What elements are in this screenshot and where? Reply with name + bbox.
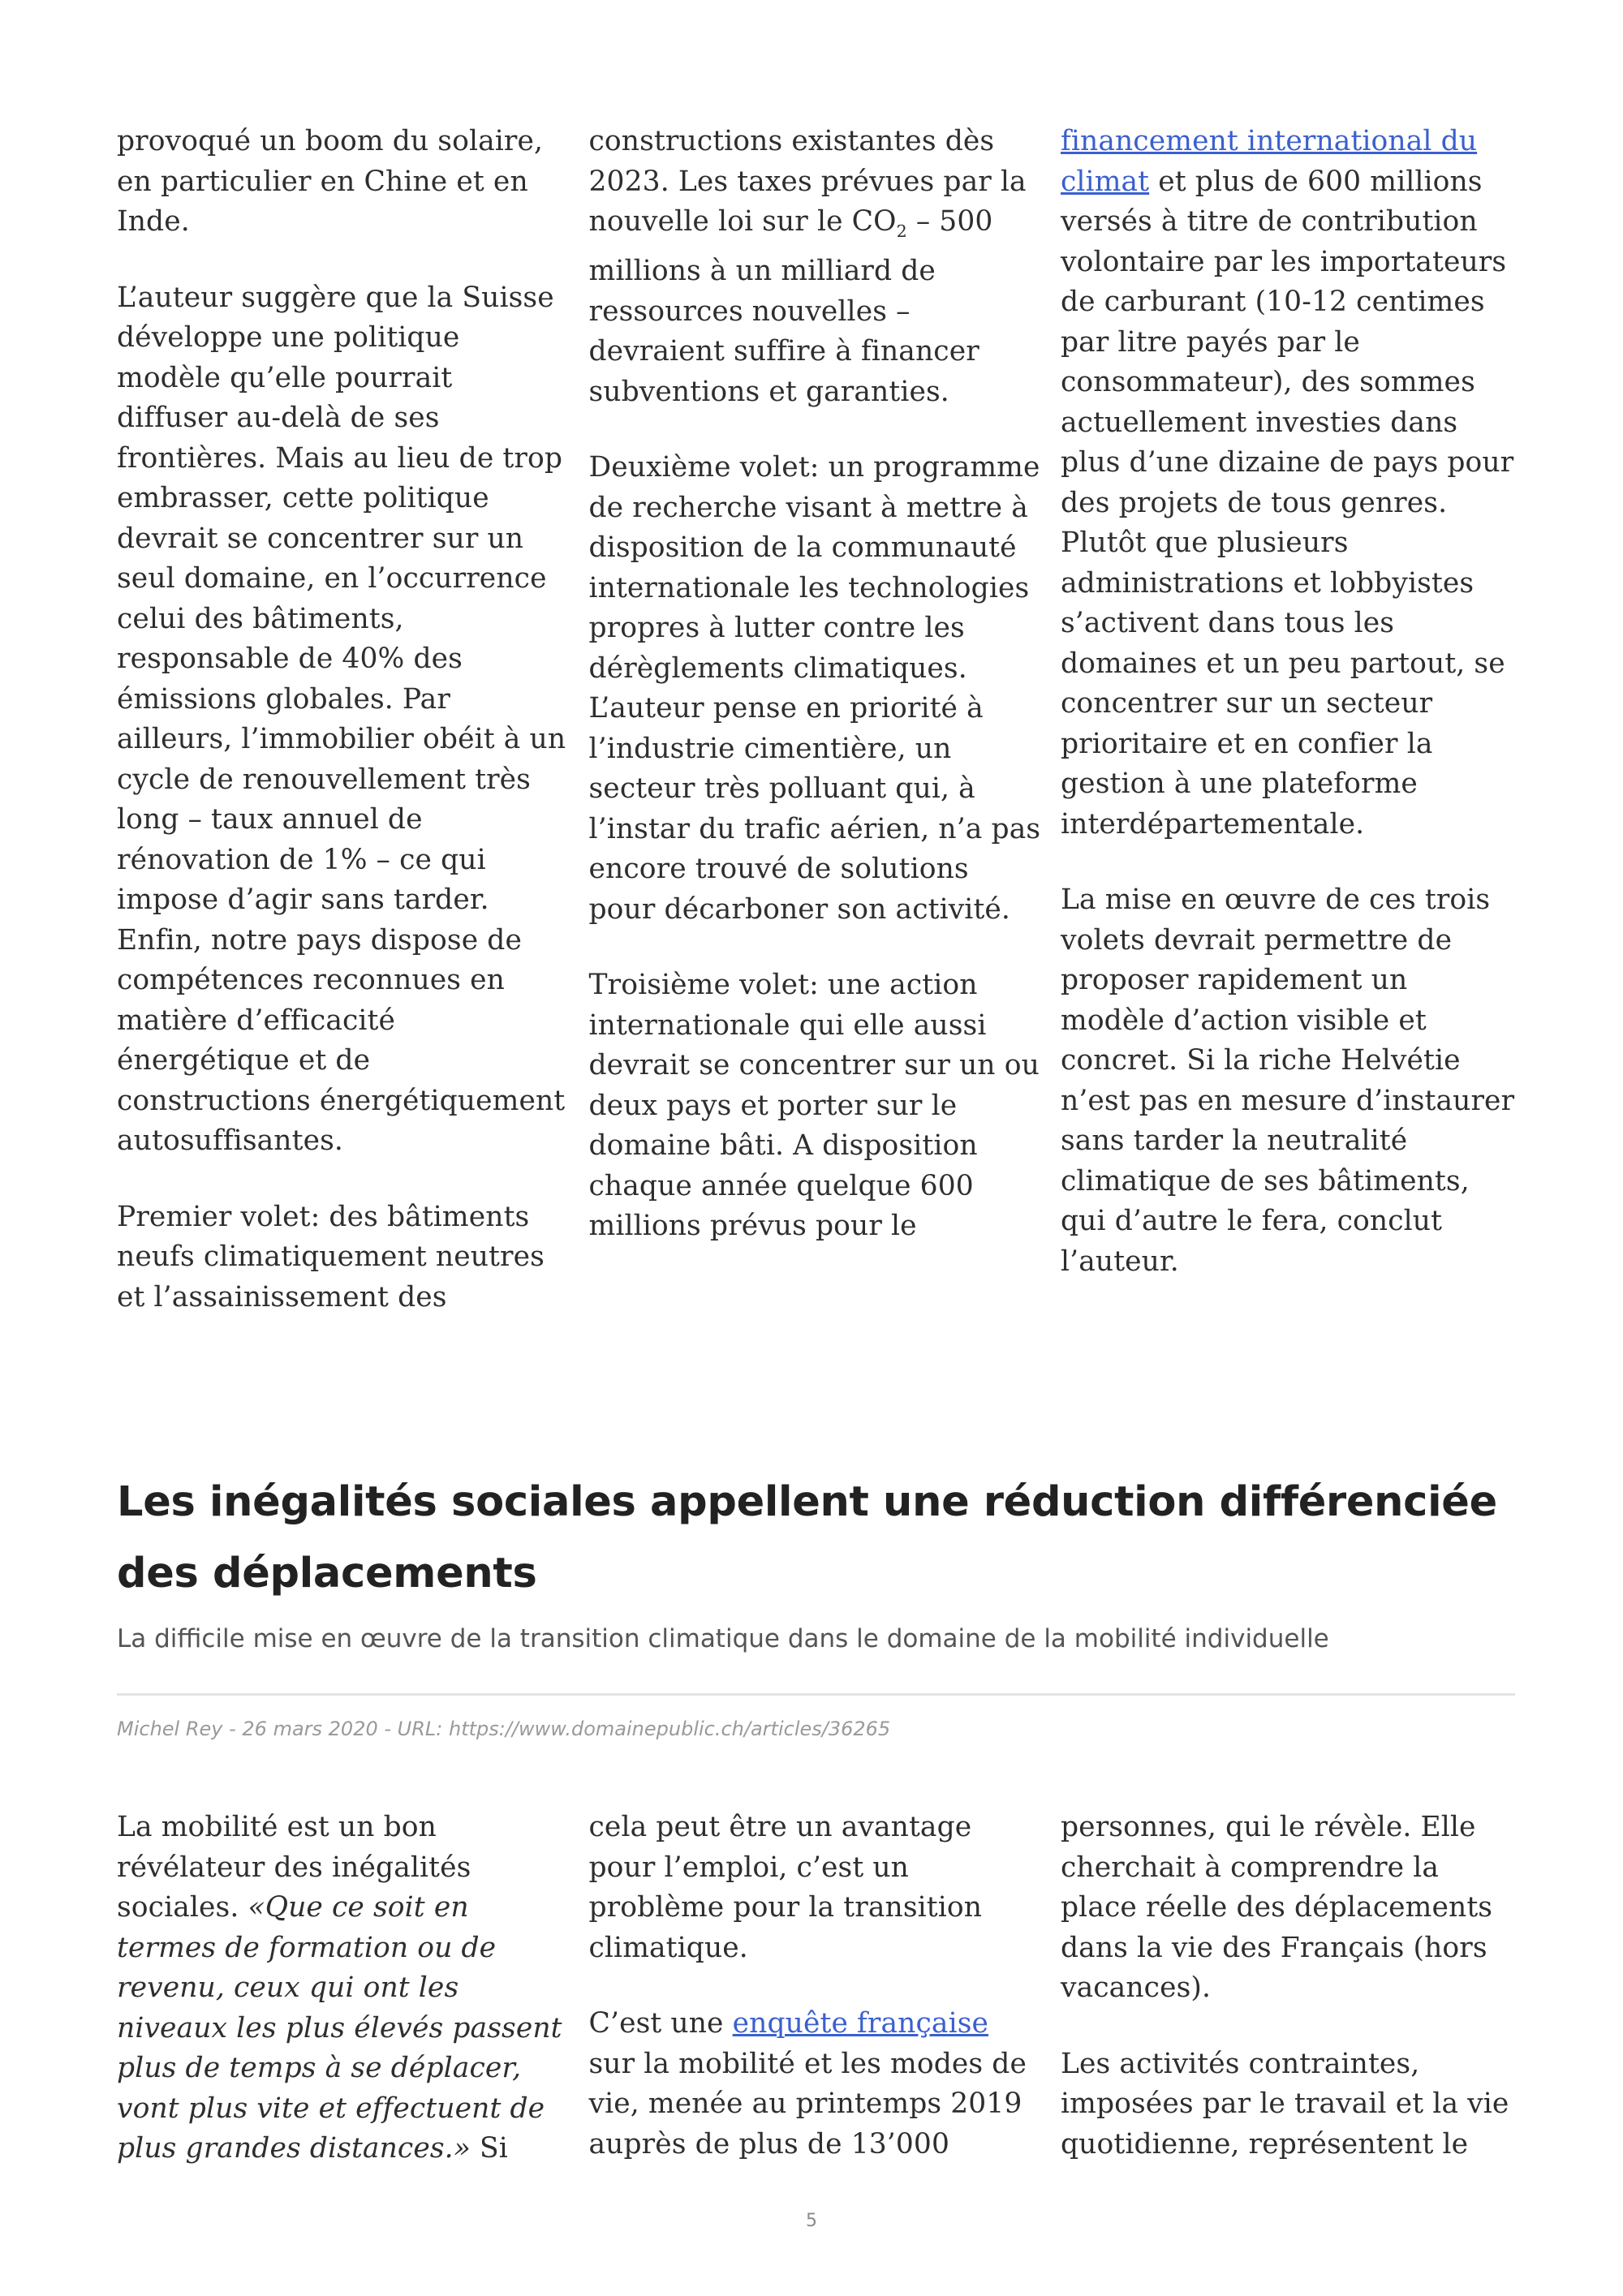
paragraph: provoqué un boom du solaire, en particulier en Chine et en Inde. — [117, 125, 544, 238]
text-segment: et plus de 600 millions versés à titre de contribution volontaire par les importateurs de carburant (10-12 centimes par litre payés par le consommateur), des sommes actuellement investies dans plus d’une dizaine de pays pour des projets de tous genres. Plutôt que plusieurs administrations et lobbyistes s’activent dans tous les domaines et un peu partout, se concentrer sur un secteur prioritaire et en confier la gestion à une plateforme interdépartementale. — [1061, 165, 1514, 841]
paragraph: Premier volet: des bâtiments neufs climatiquement neutres et l’assainissement des — [117, 1200, 545, 1314]
paragraph: La mise en œuvre de ces trois volets devrait permettre de proposer rapidement un modèle d’action visible et concret. Si la riche Helvétie n’est pas en mesure d’instaurer sans tarder la neutralité climatique de ses bâtiments, qui d’autre le fera, conclut l’auteur. — [1061, 884, 1515, 1278]
text-segment: C’est une — [588, 2007, 733, 2040]
article2-columns — [117, 1808, 1515, 2169]
paragraph — [589, 2004, 1044, 2165]
paragraph: personnes, qui le révèle. Elle cherchait à comprendre la place réelle des déplacements dans la vie des Français (hors vacances). — [1061, 1811, 1493, 2004]
climate-finance-link[interactable]: financement international du climat — [1061, 125, 1478, 198]
article-subtitle: La difficile mise en œuvre de la transition climatique dans le domaine de la mobilité individuelle — [117, 1624, 1329, 1653]
quote: «Que ce soit en termes de formation ou de revenu, ceux qui ont les niveaux les plus élevés passent plus de temps à se déplacer, vont plus vite et effectuent de plus grandes distances.» — [117, 1891, 562, 2165]
text-segment: sur la mobilité et les modes de vie, menée au printemps 2019 auprès de plus de 13’000 — [588, 2047, 1027, 2161]
paragraph — [117, 1808, 571, 2169]
paragraph: cela peut être un avantage pour l’emploi, c’est un problème pour la transition climatique. — [588, 1811, 983, 1964]
article1-columns — [117, 122, 1515, 1318]
paragraph: Troisième volet: une action internationale qui elle aussi devrait se concentrer sur un ou deux pays et porter sur le domaine bâti. A disposition chaque année quelque 600 millions prévus pour le — [588, 969, 1040, 1243]
text-segment: constructions existantes dès 2023. Les taxes prévues par la nouvelle loi sur le CO — [588, 125, 1027, 238]
article-meta: Michel Rey - 26 mars 2020 - URL: https://www.domainepublic.ch/articles/36265 — [117, 1718, 891, 1740]
survey-link[interactable]: enquête française — [732, 2007, 989, 2040]
text-segment: – 500 millions à un milliard de ressources nouvelles – devraient suffire à financer subventions et garanties. — [588, 205, 993, 408]
article1-column-2 — [589, 122, 1044, 1318]
article2-column-1 — [117, 1808, 571, 2169]
text-segment: Si — [470, 2132, 508, 2165]
article2-column-2 — [589, 1808, 1044, 2169]
article1-column-3 — [1061, 122, 1515, 1318]
subscript-2: 2 — [896, 221, 907, 241]
article1-column-1 — [117, 122, 571, 1318]
paragraph: Les activités contraintes, imposées par le travail et la vie quotidienne, représentent le — [1061, 2047, 1509, 2161]
paragraph: Deuxième volet: un programme de recherche visant à mettre à disposition de la communauté internationale les technologies propres à lutter contre les dérèglements climatiques. L’auteur pense en priorité à l’industrie cimentière, un secteur très polluant qui, à l’instar du trafic aérien, n’a pas encore trouvé de solutions pour décarboner son activité. — [588, 451, 1041, 926]
article2-column-3 — [1061, 1808, 1515, 2169]
page-number: 5 — [806, 2211, 817, 2231]
text-segment: La mobilité est un bon révélateur des inégalités sociales. — [117, 1811, 471, 1924]
header-divider — [117, 1693, 1515, 1696]
paragraph — [1061, 122, 1515, 845]
paragraph: L’auteur suggère que la Suisse développe une politique modèle qu’elle pourrait diffuser au-delà de ses frontières. Mais au lieu de trop embrasser, cette politique devrait se concentrer sur un seul domaine, en l’occurrence celui des bâtiments, responsable de 40% des émissions globales. Par ailleurs, l’immobilier obéit à un cycle de renouvellement très long – taux annuel de rénovation de 1% – ce qui impose d’agir sans tarder. Enfin, notre pays dispose de compétences reconnues en matière d’efficacité énergétique et de constructions énergétiquement autosuffisantes. — [117, 281, 566, 1157]
article-title: Les inégalités sociales appellent une réduction différenciée des déplacements — [117, 1478, 1497, 1597]
paragraph — [589, 122, 1044, 412]
